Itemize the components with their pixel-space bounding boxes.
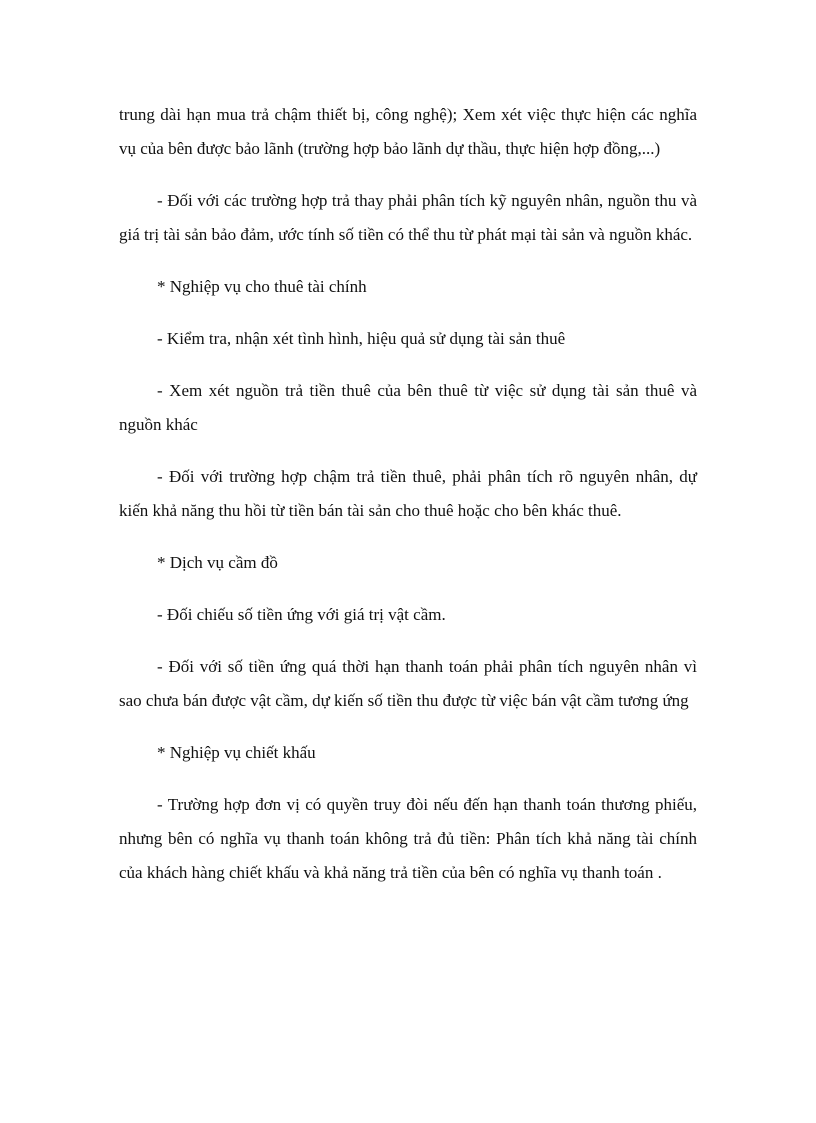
section-heading-discounting: * Nghiệp vụ chiết khấu xyxy=(157,743,316,762)
paragraph-1: trung dài hạn mua trả chậm thiết bị, công nghệ); Xem xét việc thực hiện các nghĩa vụ của bên được bảo lãnh (trường hợp bảo lãnh dự thầu, thực hiện hợp đồng,...) xyxy=(119,105,697,158)
section-heading-pawn-service: * Dịch vụ cầm đồ xyxy=(157,553,278,572)
paragraph-5: - Xem xét nguồn trả tiền thuê của bên thuê từ việc sử dụng tài sản thuê và nguồn khác xyxy=(119,381,697,434)
paragraph-6: - Đối với trường hợp chậm trả tiền thuê, phải phân tích rõ nguyên nhân, dự kiến khả năng thu hồi từ tiền bán tài sản cho thuê hoặc cho bên khác thuê. xyxy=(119,467,697,520)
paragraph-9: - Đối với số tiền ứng quá thời hạn thanh toán phải phân tích nguyên nhân vì sao chưa bán được vật cầm, dự kiến số tiền thu được từ việc bán vật cầm tương ứng xyxy=(119,657,697,710)
document-page xyxy=(119,98,697,908)
section-heading-finance-lease: * Nghiệp vụ cho thuê tài chính xyxy=(157,277,367,296)
paragraph-11: - Trường hợp đơn vị có quyền truy đòi nếu đến hạn thanh toán thương phiếu, nhưng bên có nghĩa vụ thanh toán không trả đủ tiền: Phân tích khả năng tài chính của khách hàng chiết khấu và khả năng trả tiền của bên có nghĩa vụ thanh toán . xyxy=(119,795,697,882)
paragraph-8: - Đối chiếu số tiền ứng với giá trị vật cầm. xyxy=(157,605,446,624)
paragraph-2: - Đối với các trường hợp trả thay phải phân tích kỹ nguyên nhân, nguồn thu và giá trị tài sản bảo đảm, ước tính số tiền có thể thu từ phát mại tài sản và nguồn khác. xyxy=(119,191,697,244)
paragraph-4: - Kiểm tra, nhận xét tình hình, hiệu quả sử dụng tài sản thuê xyxy=(157,329,566,348)
